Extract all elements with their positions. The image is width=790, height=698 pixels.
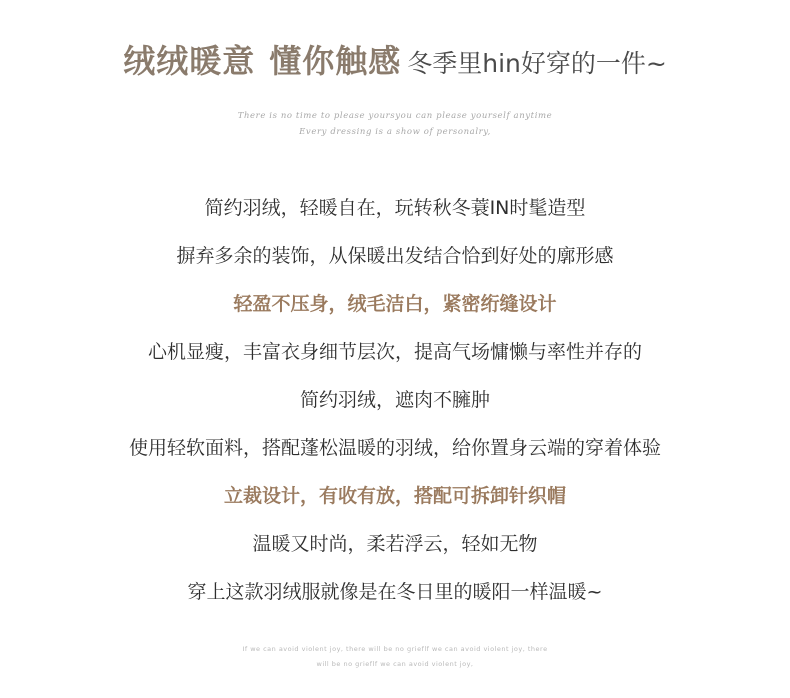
footer-line-1: If we can avoid violent joy, there will be no grieflf we can avoid violent joy, there — [242, 645, 548, 653]
footer-line-2: will be no grieflf we can avoid violent joy, — [316, 660, 474, 668]
subtitle-line-2: Every dressing is a show of personalry, — [299, 127, 491, 137]
description-line-4: 心机显瘦，丰富衣身细节层次，提高气场慵懒与率性并存的 — [147, 341, 642, 363]
description-line-5: 简约羽绒，遮肉不臃肿 — [299, 389, 490, 411]
description-line-6: 使用轻软面料，搭配蓬松温暖的羽绒，给你置身云端的穿着体验 — [128, 437, 661, 459]
title-tagline: 冬季里hin好穿的一件~ — [407, 49, 667, 78]
subtitle-line-1: There is no time to please yoursyou can please yourself anytime — [237, 111, 553, 121]
title-secondary: 懂你触感 — [269, 42, 402, 80]
description-line-9: 穿上这款羽绒服就像是在冬日里的暖阳一样温暖~ — [187, 581, 603, 603]
description-line-1: 简约羽绒，轻暖自在，玩转秋冬蓑IN时髦造型 — [204, 197, 586, 219]
title-primary: 绒绒暖意 — [123, 42, 256, 80]
description-highlight-1: 轻盈不压身，绒毛洁白，紧密绗缝设计 — [233, 293, 557, 315]
description-line-8: 温暖又时尚，柔若浮云，轻如无物 — [252, 533, 538, 555]
description-line-2: 摒弃多余的装饰，从保暖出发结合恰到好处的廓形感 — [176, 245, 614, 267]
description-highlight-2: 立裁设计，有收有放，搭配可拆卸针织帽 — [223, 485, 566, 507]
page-header — [0, 36, 790, 82]
description-block — [0, 184, 790, 616]
